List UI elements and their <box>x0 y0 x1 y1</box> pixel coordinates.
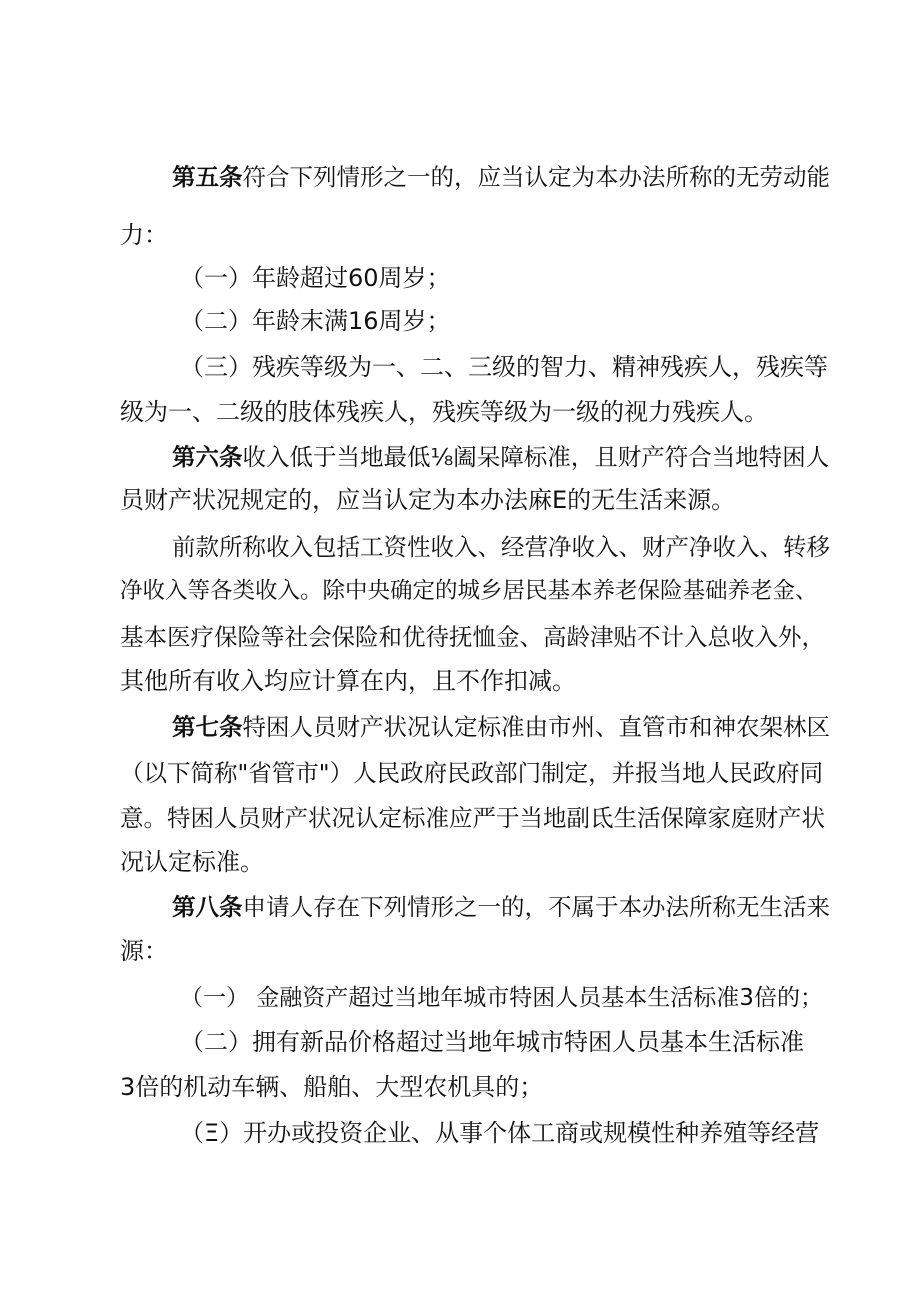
article-8-heading: 第八条 <box>172 893 243 921</box>
item-5-3-line-1: （三）残疾等级为一、二、三级的智力、精神残疾人，残疾等 <box>180 353 828 381</box>
article-5-text: 符合下列情形之一的，应当认定为本办法所称的无劳动能 <box>242 163 830 191</box>
item-8-2-line-1: （二）拥有新品价格超过当地年城市特困人员基本生活标准 <box>180 1028 804 1056</box>
article-8-text: 申请人存在下列情形之一的，不属于本办法所称无生活来 <box>242 893 830 921</box>
article-5-line-2: 力： <box>120 221 168 249</box>
item-5-1: （一）年龄超过60周岁； <box>180 264 451 292</box>
article-6-para-2-line-1: 前款所称收入包括工资性收入、经营净收入、财产净收入、转移 <box>172 533 830 561</box>
article-6-para-2-line-2: 净收入等各类收入。除中央确定的城乡居民基本养老保险基础养老金、 <box>120 578 818 604</box>
article-7-line-4: 况认定标准。 <box>120 848 264 876</box>
article-6-line-2: 员财产状况规定的，应当认定为本办法麻E的无生活来源。 <box>120 486 736 514</box>
item-8-3-line-1: （Ξ）开办或投资企业、从事个体工商或规模性种养殖等经营 <box>180 1119 820 1147</box>
article-7-line-2: （以下简称"省管市"）人民政府民政部门制定，并报当地人民政府同 <box>120 759 824 787</box>
article-6-heading: 第六条 <box>172 443 243 471</box>
item-8-2-line-2: 3倍的机动车辆、船舶、大型农机具的； <box>120 1073 544 1101</box>
article-5-heading: 第五条 <box>172 163 243 191</box>
article-6-para-2-line-3: 基本医疗保险等社会保险和优待抚恤金、高龄津贴不计入总收入外， <box>120 623 825 651</box>
item-5-3-line-2: 级为一、二级的肢体残疾人，残疾等级为一级的视力残疾人。 <box>120 398 768 426</box>
article-6-line-1 <box>172 440 829 474</box>
article-7-line-1 <box>172 710 830 744</box>
article-7-heading: 第七条 <box>172 713 243 741</box>
article-5-line-1 <box>172 160 830 194</box>
article-7-text: 特困人员财产状况认定标准由市州、直管市和神农架林区 <box>242 713 830 741</box>
article-6-text: 收入低于当地最低⅛阖呆障标准，且财产符合当地特困人 <box>242 443 830 471</box>
article-7-line-3: 意。特困人员财产状况认定标准应严于当地副氐生活保障家庭财产状 <box>120 804 825 832</box>
article-8-line-1 <box>172 890 830 924</box>
article-8-line-2: 源： <box>120 937 168 965</box>
item-5-2: （二）年龄末满16周岁； <box>180 307 451 335</box>
item-8-1: （一） 金融资产超过当地年城市特困人员基本生活标准3倍的； <box>180 985 823 1011</box>
article-6-para-2-line-4: 其他所有收入均应计算在内，且不作扣减。 <box>120 667 576 695</box>
